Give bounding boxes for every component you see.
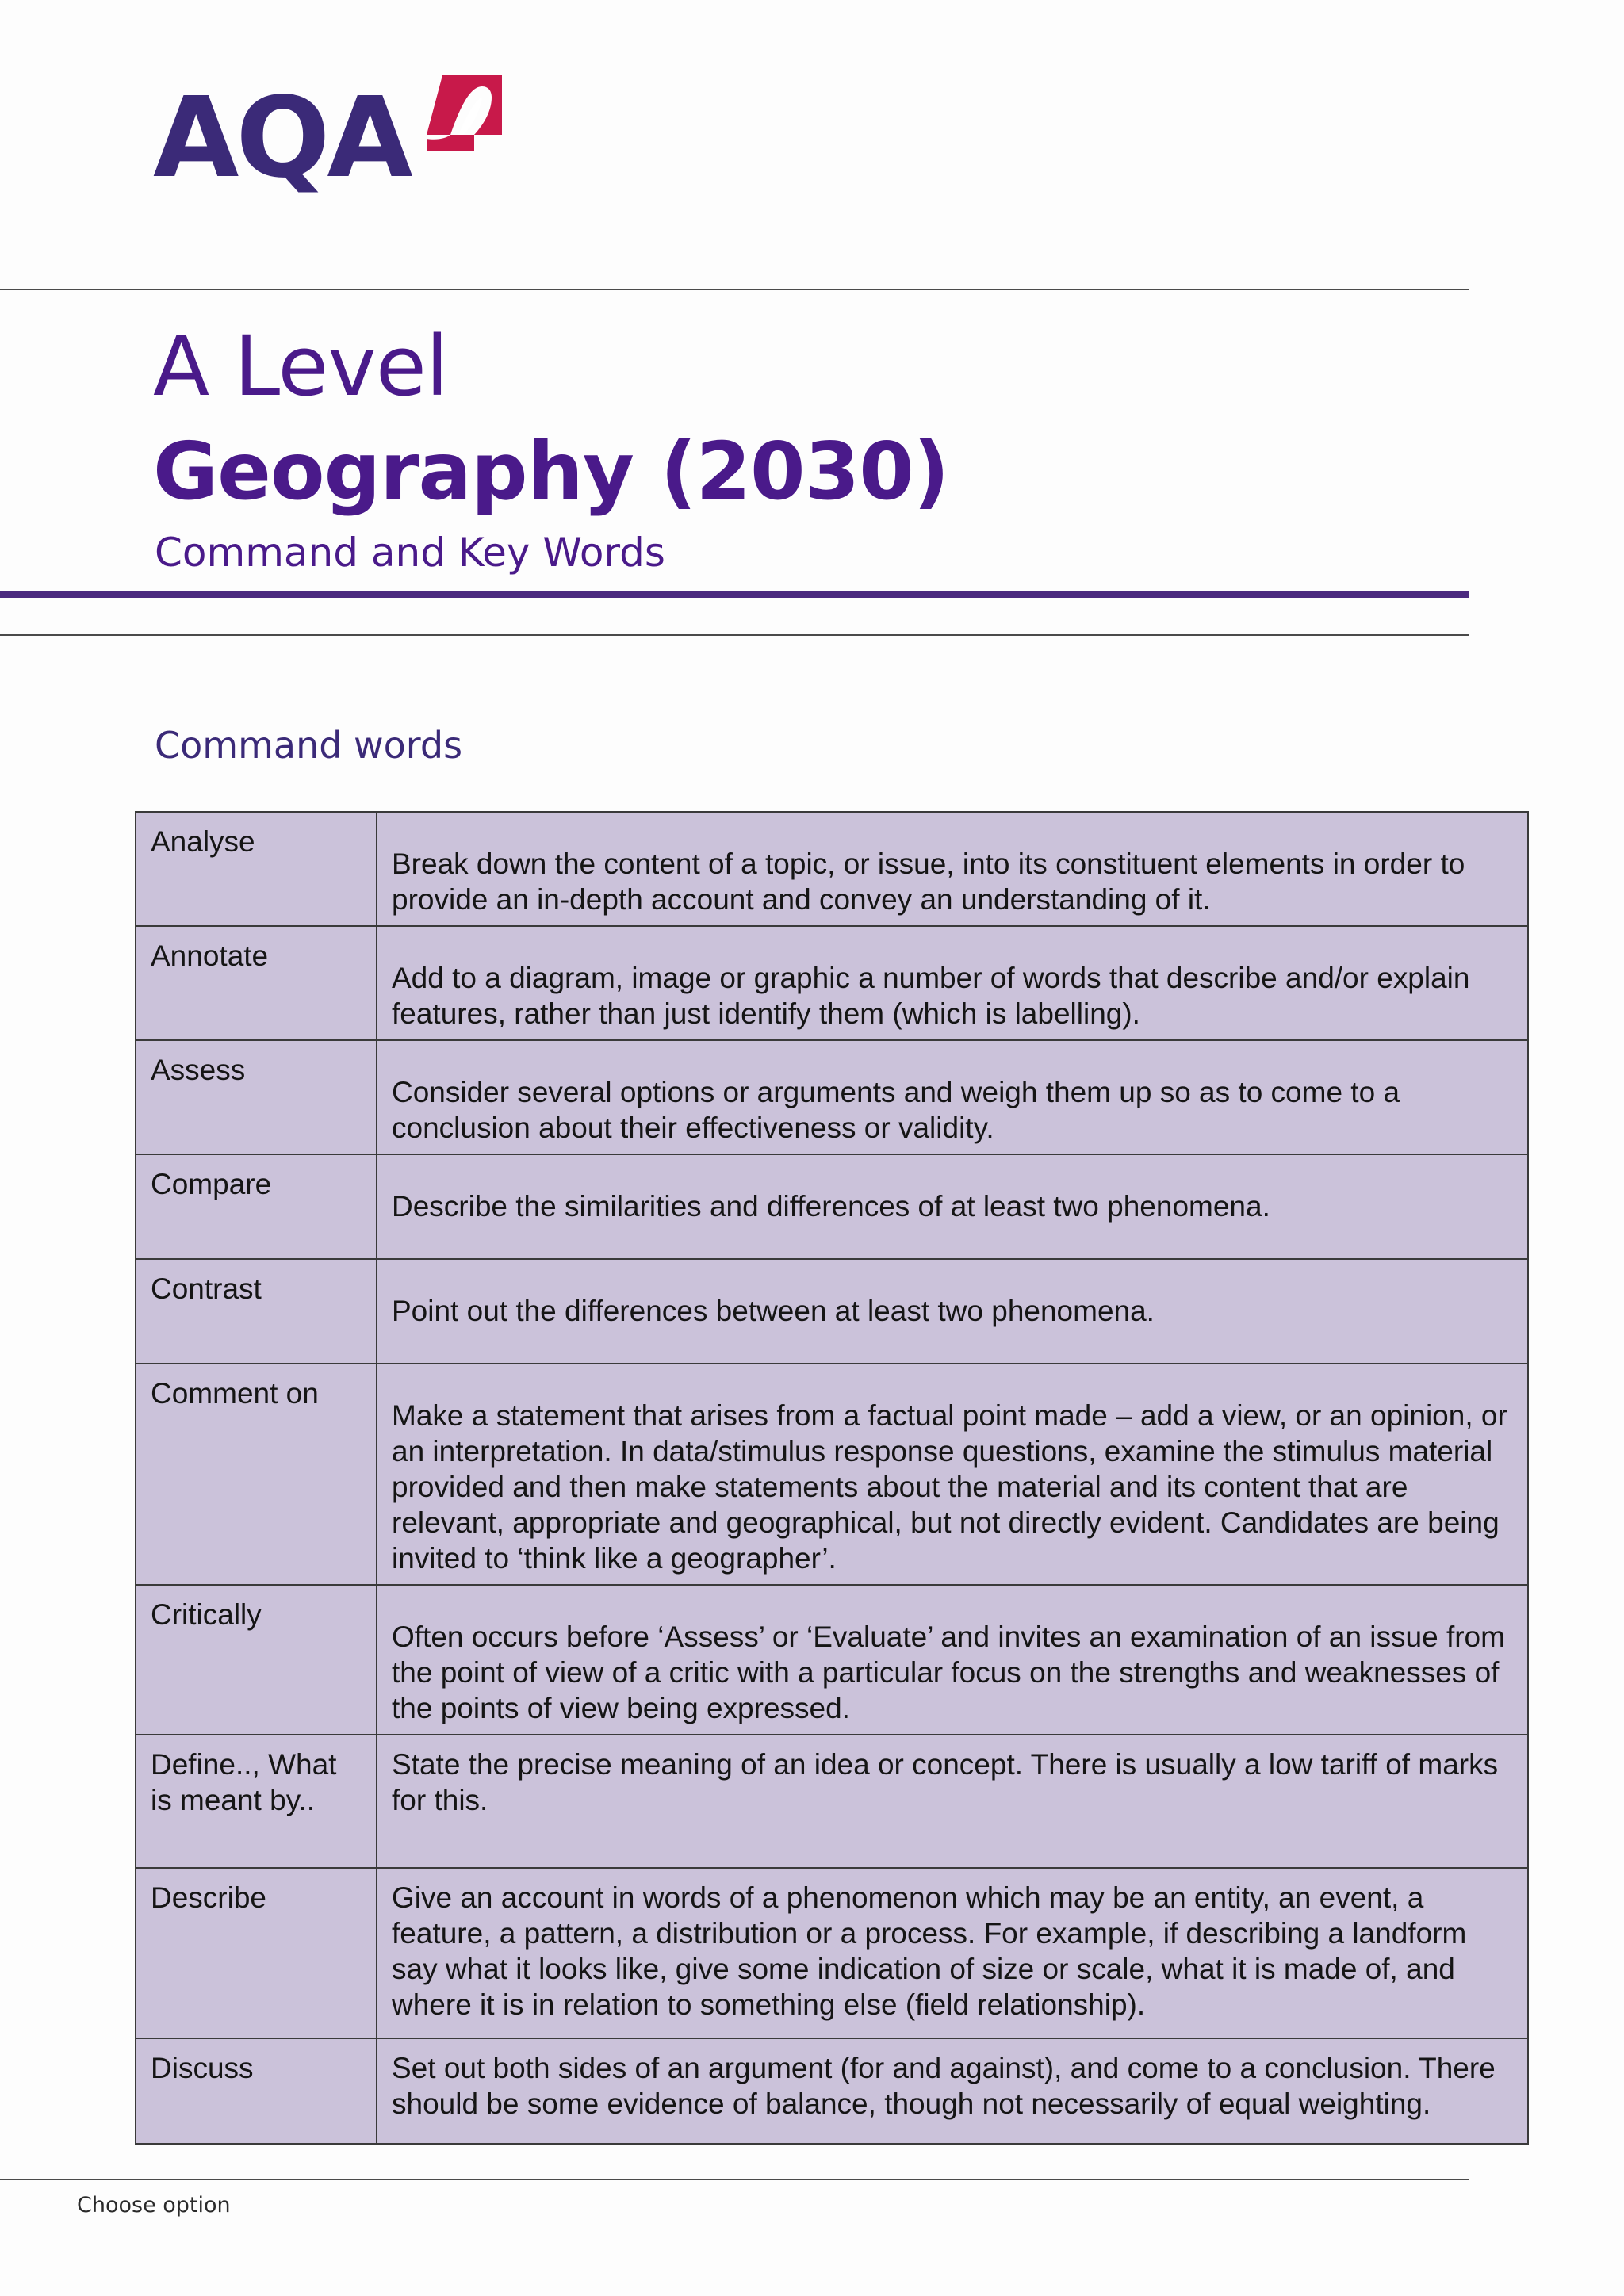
table-row <box>136 2038 1528 2144</box>
header-divider <box>0 289 1469 290</box>
table-row <box>136 1585 1528 1735</box>
footer-option-label[interactable]: Choose option <box>77 2193 231 2218</box>
table-row <box>136 1154 1528 1259</box>
definition-cell: State the precise meaning of an idea or concept. There is usually a low tariff of marks for this. <box>377 1735 1528 1868</box>
definition-cell: Make a statement that arises from a factual point made – add a view, or an opinion, or an interpretation. In data/stimulus response questions, examine the stimulus material provided and then make statements about the material and its content that are relevant, appropriate and geographical, but not directly evident. Candidates are being invited to ‘think like a geographer’. <box>377 1364 1528 1585</box>
table-row <box>136 1364 1528 1585</box>
table-row <box>136 812 1528 926</box>
term-cell: Contrast <box>136 1259 377 1364</box>
term-cell: Assess <box>136 1040 377 1154</box>
definition-cell: Consider several options or arguments and weigh them up so as to come to a conclusion about their effectiveness or validity. <box>377 1040 1528 1154</box>
definition-cell: Give an account in words of a phenomenon which may be an entity, an event, a feature, a pattern, a distribution or a process. For example, if describing a landform say what it looks like, give some indication of size or scale, what it is made of, and where it is in relation to something else (field relationship). <box>377 1868 1528 2038</box>
term-cell: Define.., What is meant by.. <box>136 1735 377 1868</box>
term-cell: Annotate <box>136 926 377 1040</box>
term-cell: Analyse <box>136 812 377 926</box>
definition-cell: Describe the similarities and differences of at least two phenomena. <box>377 1154 1528 1259</box>
title-underline <box>0 591 1469 598</box>
definition-cell: Point out the differences between at least two phenomena. <box>377 1259 1528 1364</box>
definition-cell: Set out both sides of an argument (for and against), and come to a conclusion. There should be some evidence of balance, though not necessarily of equal weighting. <box>377 2038 1528 2144</box>
title-level: A Level <box>153 318 448 415</box>
table-row <box>136 1040 1528 1154</box>
title-divider <box>0 634 1469 636</box>
logo-text: AQA <box>153 74 410 203</box>
aqa-logo <box>153 75 518 202</box>
definition-cell: Break down the content of a topic, or issue, into its constituent elements in order to provide an in-depth account and convey an understanding of it. <box>377 812 1528 926</box>
logo-mark-icon <box>427 75 502 151</box>
section-heading: Command words <box>155 724 463 767</box>
page-subtitle: Command and Key Words <box>155 530 665 576</box>
page-title: Geography (2030) <box>153 425 949 518</box>
definition-cell: Often occurs before ‘Assess’ or ‘Evaluate’ and invites an examination of an issue from the point of view of a critic with a particular focus on the strengths and weaknesses of the points of view being expressed. <box>377 1585 1528 1735</box>
table-row <box>136 1259 1528 1364</box>
definition-cell: Add to a diagram, image or graphic a number of words that describe and/or explain features, rather than just identify them (which is labelling). <box>377 926 1528 1040</box>
table-row <box>136 926 1528 1040</box>
term-cell: Compare <box>136 1154 377 1259</box>
footer-divider <box>0 2179 1469 2180</box>
term-cell: Comment on <box>136 1364 377 1585</box>
term-cell: Critically <box>136 1585 377 1735</box>
table-row <box>136 1868 1528 2038</box>
term-cell: Describe <box>136 1868 377 2038</box>
table-row <box>136 1735 1528 1868</box>
command-words-table <box>135 811 1529 2145</box>
term-cell: Discuss <box>136 2038 377 2144</box>
